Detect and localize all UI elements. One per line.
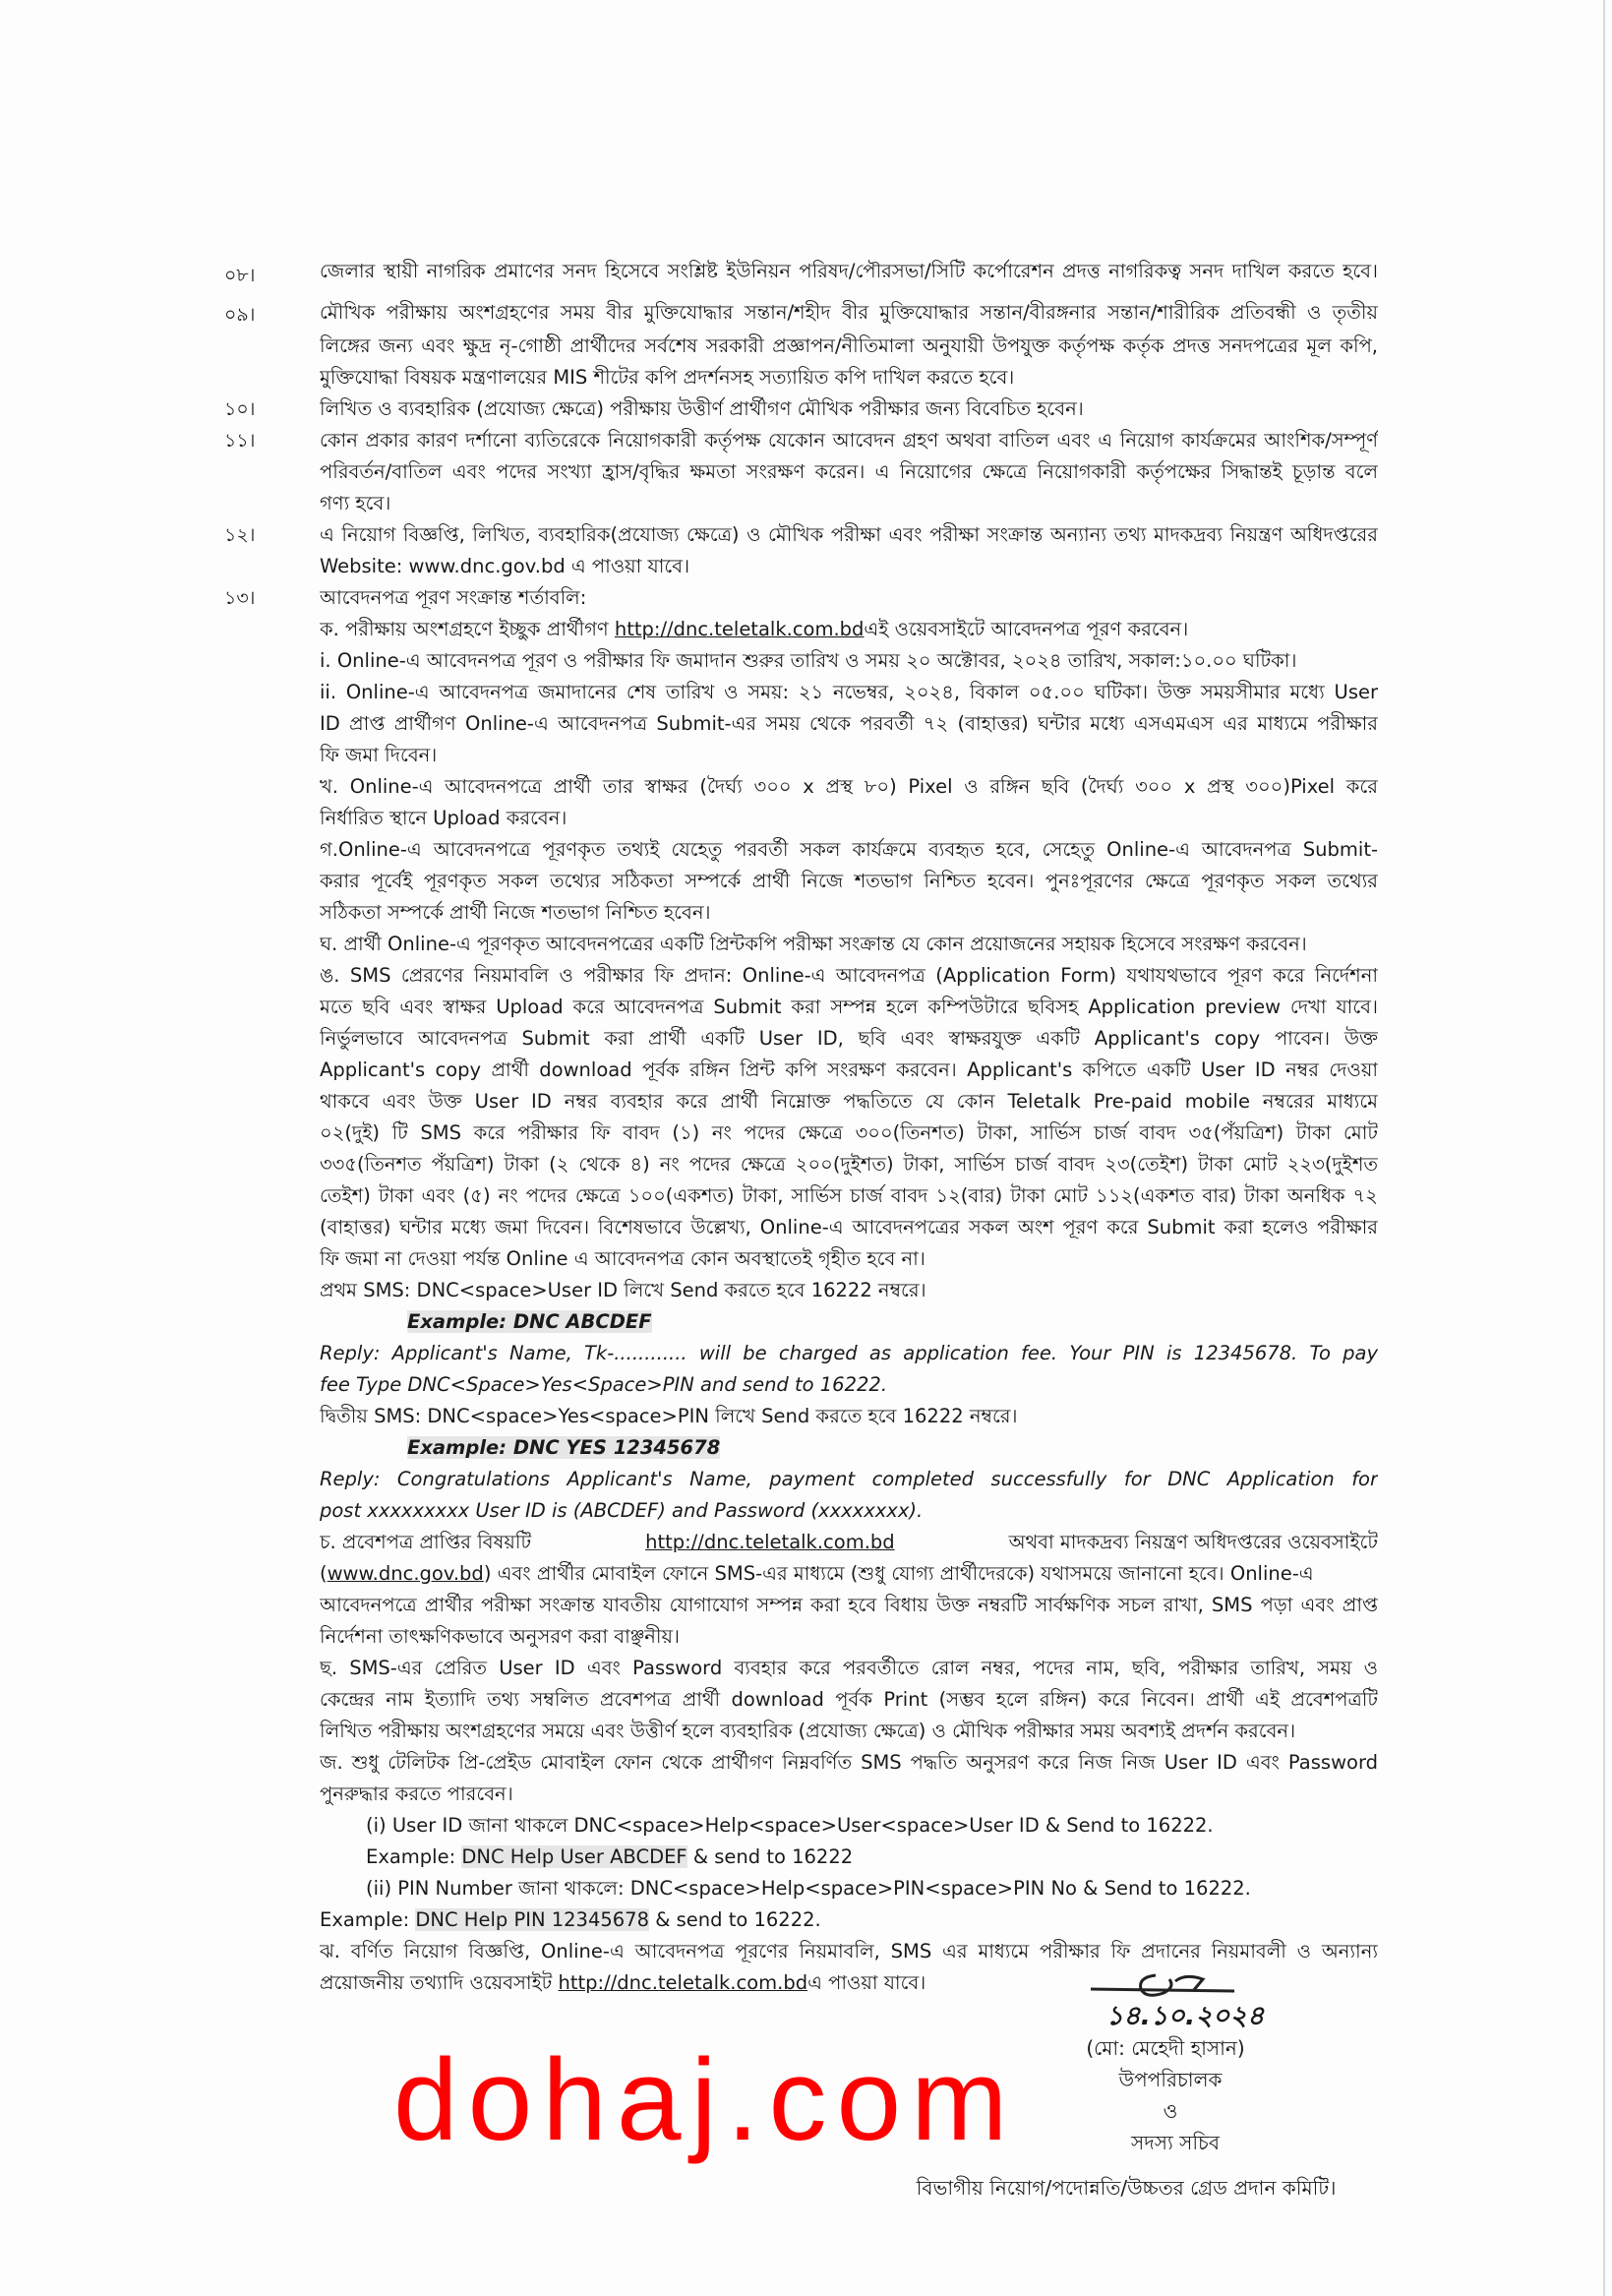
example-text: DNC Help User ABCDEF <box>461 1845 687 1868</box>
signatory-designation: উপপরিচালক <box>1118 2068 1223 2091</box>
item-13-cha-line2 <box>320 1560 1378 1588</box>
item-13-uma-line: মতে ছবি এবং স্বাক্ষর Upload করে আবেদনপত্র Submit করা সম্পন্ন হলে কম্পিউটারে ছবিসহ Application preview দেখা যাবে। <box>320 996 1378 1018</box>
example-text: Example: DNC YES 12345678 <box>407 1436 721 1459</box>
example-text: DNC Help PIN 12345678 <box>415 1908 649 1931</box>
sms-1-example <box>407 1308 1378 1336</box>
text: ক. পরীক্ষায় অংশগ্রহণে ইচ্ছুক প্রার্থীগণ <box>320 618 615 640</box>
item-13-number: ১৩। <box>224 587 256 609</box>
item-12-line: এ নিয়োগ বিজ্ঞপ্তি, লিখিত, ব্যবহারিক(প্রযোজ্য ক্ষেত্রে) ও মৌখিক পরীক্ষা এবং পরীক্ষা সংক্রান্ত অন্যান্য তথ্য মাদকদ্রব্য নিয়ন্ত্রণ অধিদপ্তরের <box>320 523 1378 546</box>
item-11-number: ১১। <box>224 430 256 452</box>
text: Example: <box>320 1908 416 1931</box>
text: Example: <box>366 1845 462 1868</box>
item-13-ja-line: পুনরুদ্ধার করতে পারবেন। <box>320 1782 513 1805</box>
text: ( <box>320 1562 328 1585</box>
item-12-line: Website: www.dnc.gov.bd এ পাওয়া যাবে। <box>320 555 690 577</box>
item-13-uma-line: Applicant's copy প্রার্থী download পূর্বক রঙ্গিন প্রিন্ট কপি সংরক্ষণ করবেন। Applicant's কপিতে একটি User ID নম্বর দেওয়া <box>320 1058 1378 1081</box>
item-08-number: ০৮। <box>224 265 256 286</box>
item-09-line: লিঙ্গের জন্য এবং ক্ষুদ্র নৃ-গোষ্ঠী প্রার্থীদের সর্বশেষ সরকারী প্রজ্ঞাপন/নীতিমালা অনুযায়ী উপযুক্ত কর্তৃপক্ষ কর্তৃক প্রদত্ত সনদপত্রের মূল কপি, <box>320 334 1378 357</box>
item-10-number: ১০। <box>224 398 256 420</box>
item-10-text: লিখিত ও ব্যবহারিক (প্রযোজ্য ক্ষেত্রে) পরীক্ষায় উত্তীর্ণ প্রার্থীগণ মৌখিক পরীক্ষার জন্য বিবেচিত হবেন। <box>320 397 1084 420</box>
item-13-uma-line: (বাহাত্তর) ঘন্টার মধ্যে জমা দিবেন। বিশেষভাবে উল্লেখ্য, Online-এ আবেদনপত্রের সকল অংশ পূরণ করে Submit করা হলেও পরীক্ষার <box>320 1216 1378 1239</box>
item-09-line: মুক্তিযোদ্ধা বিষয়ক মন্ত্রণালয়ের MIS শীটের কপি প্রদর্শনসহ সত্যায়িত কপি দাখিল করতে হবে। <box>320 366 1015 389</box>
text: চ. প্রবেশপত্র প্রাপ্তির বিষয়টি <box>320 1531 532 1553</box>
help-user-id-example <box>366 1843 1378 1871</box>
item-13-jha-line: ঝ. বর্ণিত নিয়োগ বিজ্ঞপ্তি, Online-এ আবেদনপত্র পূরণের নিয়মাবলি, SMS এর মাধ্যমে পরীক্ষার ফি প্রদানের নিয়মাবলী ও অন্যান্য <box>320 1940 1378 1963</box>
reply-2-line: post xxxxxxxxx User ID is (ABCDEF) and Password (xxxxxxxx). <box>320 1499 924 1522</box>
item-13-uma-line: তেইশ) টাকা এবং (৫) নং পদের ক্ষেত্রে ১০০(একশত) টাকা, সার্ভিস চার্জ বাবদ ১২(বার) টাকা মোট ১১২(একশত বার) টাকা অনধিক ৭২ <box>320 1184 1378 1207</box>
item-11-line: পরিবর্তন/বাতিল এবং পদের সংখ্যা হ্রাস/বৃদ্ধির ক্ষমতা সংরক্ষণ করেন। এ নিয়োগের ক্ষেত্রে নিয়োগকারী কর্তৃপক্ষের সিদ্ধান্তই চূড়ান্ত বলে <box>320 460 1378 483</box>
conjunction-text: ও <box>1163 2099 1178 2123</box>
item-08-text: জেলার স্থায়ী নাগরিক প্রমাণের সনদ হিসেবে সংশ্লিষ্ট ইউনিয়ন পরিষদ/পৌরসভা/সিটি কর্পোরেশন প্রদত্ত নাগরিকত্ব সনদ দাখিল করতে হবে। <box>320 260 1378 282</box>
item-13-ga-line: করার পূর্বেই পূরণকৃত সকল তথ্যের সঠিকতা সম্পর্কে প্রার্থী নিজে শতভাগ নিশ্চিত হবেন। পুনঃপূরণের ক্ষেত্রে পূরণকৃত সকল তথ্যের <box>320 870 1378 892</box>
page-edge <box>1603 0 1605 2296</box>
sms-2-example <box>407 1434 1378 1462</box>
item-13-chha-line: কেন্দ্রের নাম ইত্যাদি তথ্য সম্বলিত প্রবেশপত্র প্রার্থী download পূর্বক Print (সম্ভব হলে রঙ্গিন) করে নিবেন। প্রার্থী এই প্রবেশপত্রটি <box>320 1688 1378 1711</box>
signature-scribble-icon <box>1087 1967 1244 2001</box>
item-13-uma-line: ০২(দুই) টি SMS করে পরীক্ষার ফি বাবদ (১) নং পদের ক্ষেত্রে ৩০০(তিনশত) টাকা, সার্ভিস চার্জ বাবদ ৩৫(পঁয়ত্রিশ) টাকা মোট <box>320 1121 1378 1144</box>
watermark: dohaj.com <box>393 2035 1018 2165</box>
item-13-ka <box>320 616 1378 643</box>
item-13-chha-line: ছ. SMS-এর প্রেরিত User ID এবং Password ব্যবহার করে পরবর্তীতে রোল নম্বর, পদের নাম, ছবি, পরীক্ষার তারিখ, সময় ও <box>320 1657 1378 1679</box>
item-13-kha-line: খ. Online-এ আবেদনপত্রে প্রার্থী তার স্বাক্ষর (দৈর্ঘ্য ৩০০ x প্রস্থ ৮০) Pixel ও রঙ্গিন ছবি (দৈর্ঘ্য ৩০০ x প্রস্থ ৩০০)Pixel করে <box>320 775 1378 798</box>
item-09-line: মৌখিক পরীক্ষায় অংশগ্রহণের সময় বীর মুক্তিযোদ্ধার সন্তান/শহীদ বীর মুক্তিযোদ্ধার সন্তান/বীরঙ্গনার সন্তান/শারীরিক প্রতিবন্ধী ও তৃতীয় <box>320 301 1378 324</box>
reply-1-line: Reply: Applicant's Name, Tk-............ will be charged as application fee. Your PIN is 12345678. To pay <box>320 1342 1378 1364</box>
item-13-cha-line: আবেদনপত্রে প্রার্থীর পরীক্ষা সংক্রান্ত যাবতীয় যোগাযোগ সম্পন্ন করা হবে বিধায় উক্ত নম্বরটি সার্বক্ষণিক সচল রাখা, SMS পড়া এবং প্রাপ্ত <box>320 1594 1378 1616</box>
text: অথবা মাদকদ্রব্য নিয়ন্ত্রণ অধিদপ্তরের ওয়েবসাইটে <box>1008 1531 1378 1553</box>
text: এই ওয়েবসাইটে আবেদনপত্র পূরণ করবেন। <box>864 618 1189 640</box>
dnc-website-link[interactable]: www.dnc.gov.bd <box>327 1562 484 1585</box>
item-13-ga-line: গ.Online-এ আবেদনপত্রে পূরণকৃত তথ্যই যেহেতু পরবর্তী সকল কার্যক্রমে ব্যবহৃত হবে, সেহেতু Online-এ আবেদনপত্র Submit- <box>320 838 1378 861</box>
teletalk-link[interactable]: http://dnc.teletalk.com.bd <box>645 1531 895 1553</box>
signature-date: ১৪.১০.২০২৪ <box>1105 2001 1265 2031</box>
item-13-i: i. Online-এ আবেদনপত্র পূরণ ও পরীক্ষার ফি জমাদান শুরুর তারিখ ও সময় ২০ অক্টোবর, ২০২৪ তারিখ, সকাল:১০.০০ ঘটিকা। <box>320 649 1297 672</box>
item-13-cha <box>320 1529 1378 1556</box>
item-13-ii-line: ii. Online-এ আবেদনপত্র জমাদানের শেষ তারিখ ও সময়: ২১ নভেম্বর, ২০২৪, বিকাল ০৫.০০ ঘটিকা। উক্ত সময়সীমার মধ্যে User <box>320 681 1378 703</box>
item-11-line: কোন প্রকার কারণ দর্শানো ব্যতিরেকে নিয়োগকারী কর্তৃপক্ষ যেকোন আবেদন গ্রহণ অথবা বাতিল এবং এ নিয়োগ কার্যক্রমের আংশিক/সম্পূর্ণ <box>320 429 1378 452</box>
item-13-ii-line: ফি জমা দিবেন। <box>320 744 438 766</box>
committee-name: বিভাগীয় নিয়োগ/পদোন্নতি/উচ্চতর গ্রেড প্রদান কমিটি। <box>916 2176 1337 2200</box>
item-13-kha-line: নির্ধারিত স্থানে Upload করবেন। <box>320 807 567 829</box>
item-13-ii-line: ID প্রাপ্ত প্রার্থীগণ Online-এ আবেদনপত্র Submit-এর সময় থেকে পরবর্তী ৭২ (বাহাত্তর) ঘন্টার মধ্যে এসএমএস এর মাধ্যমে পরীক্ষার <box>320 712 1378 735</box>
signatory-name: (মো: মেহেদী হাসান) <box>1086 2036 1245 2060</box>
example-text: Example: DNC ABCDEF <box>407 1310 652 1333</box>
item-13-title: আবেদনপত্র পূরণ সংক্রান্ত শর্তাবলি: <box>320 586 587 609</box>
text: & send to 16222. <box>649 1908 821 1931</box>
item-09-number: ০৯। <box>224 304 256 326</box>
text: প্রয়োজনীয় তথ্যাদি ওয়েবসাইট <box>320 1971 559 1994</box>
signatory-role: সদস্য সচিব <box>1131 2131 1220 2154</box>
item-12-number: ১২। <box>224 524 256 546</box>
text: ) এবং প্রার্থীর মোবাইল ফোনে SMS-এর মাধ্যমে (শুধু যোগ্য প্রার্থীদেরকে) যথাসময়ে জানানো হবে। Online-এ <box>483 1562 1314 1585</box>
item-13-uma-line: ফি জমা না দেওয়া পর্যন্ত Online এ আবেদনপত্র কোন অবস্থাতেই গৃহীত হবে না। <box>320 1247 925 1270</box>
item-13-jha-line2 <box>320 1969 1047 1997</box>
item-11-line: গণ্য হবে। <box>320 492 391 514</box>
item-13-ga-line: সঠিকতা সম্পর্কে প্রার্থী নিজে শতভাগ নিশ্চিত হবেন। <box>320 901 711 924</box>
help-pin: (ii) PIN Number জানা থাকলে: DNC<space>Help<space>PIN<space>PIN No & Send to 16222. <box>366 1877 1251 1900</box>
item-13-gha: ঘ. প্রার্থী Online-এ পূরণকৃত আবেদনপত্রের একটি প্রিন্টকপি পরীক্ষা সংক্রান্ত যে কোন প্রয়োজনের সহায়ক হিসেবে সংরক্ষণ করবেন। <box>320 933 1307 955</box>
text: এ পাওয়া যাবে। <box>807 1971 926 1994</box>
item-13-uma-line: ৩৩৫(তিনশত পঁয়ত্রিশ) টাকা (২ থেকে ৪) নং পদের ক্ষেত্রে ২০০(দুইশত) টাকা, সার্ভিস চার্জ বাবদ ২৩(তেইশ) টাকা মোট ২২৩(দুইশত <box>320 1153 1378 1176</box>
item-13-uma-line: নির্ভুলভাবে আবেদনপত্র Submit করা প্রার্থী একটি User ID, ছবি এবং স্বাক্ষরযুক্ত একটি Applicant's copy পাবেন। উক্ত <box>320 1027 1378 1050</box>
teletalk-link[interactable]: http://dnc.teletalk.com.bd <box>558 1971 808 1994</box>
sms-1-instruction: প্রথম SMS: DNC<space>User ID লিখে Send করতে হবে 16222 নম্বরে। <box>320 1279 926 1301</box>
item-13-ja-line: জ. শুধু টেলিটক প্রি-প্রেইড মোবাইল ফোন থেকে প্রার্থীগণ নিম্নবর্ণিত SMS পদ্ধতি অনুসরণ করে নিজ নিজ User ID এবং Password <box>320 1751 1378 1774</box>
reply-1-line: fee Type DNC<Space>Yes<Space>PIN and send to 16222. <box>320 1373 888 1396</box>
text: & send to 16222 <box>687 1845 854 1868</box>
help-user-id: (i) User ID জানা থাকলে DNC<space>Help<space>User<space>User ID & Send to 16222. <box>366 1814 1214 1837</box>
teletalk-link[interactable]: http://dnc.teletalk.com.bd <box>614 618 865 640</box>
item-13-chha-line: লিখিত পরীক্ষায় অংশগ্রহণের সময়ে এবং উত্তীর্ণ হলে ব্যবহারিক (প্রযোজ্য ক্ষেত্রে) ও মৌখিক পরীক্ষার সময় অবশ্যই প্রদর্শন করবেন। <box>320 1720 1296 1742</box>
item-13-uma-line: ঙ. SMS প্রেরণের নিয়মাবলি ও পরীক্ষার ফি প্রদান: Online-এ আবেদনপত্র (Application Form) যথাযথভাবে পূরণ করে নির্দেশনা <box>320 964 1378 987</box>
help-pin-example <box>320 1906 1378 1934</box>
reply-2-line: Reply: Congratulations Applicant's Name, payment completed successfully for DNC Application for <box>320 1468 1378 1490</box>
item-13-uma-line: থাকবে এবং উক্ত User ID নম্বর ব্যবহার করে প্রার্থী নিম্নোক্ত পদ্ধতিতে যে কোন Teletalk Pre-paid mobile নম্বরের মাধ্যমে <box>320 1090 1378 1113</box>
sms-2-instruction: দ্বিতীয় SMS: DNC<space>Yes<space>PIN লিখে Send করতে হবে 16222 নম্বরে। <box>320 1405 1018 1427</box>
item-13-cha-line: নির্দেশনা তাৎক্ষণিকভাবে অনুসরণ করা বাঞ্ছনীয়। <box>320 1625 680 1648</box>
